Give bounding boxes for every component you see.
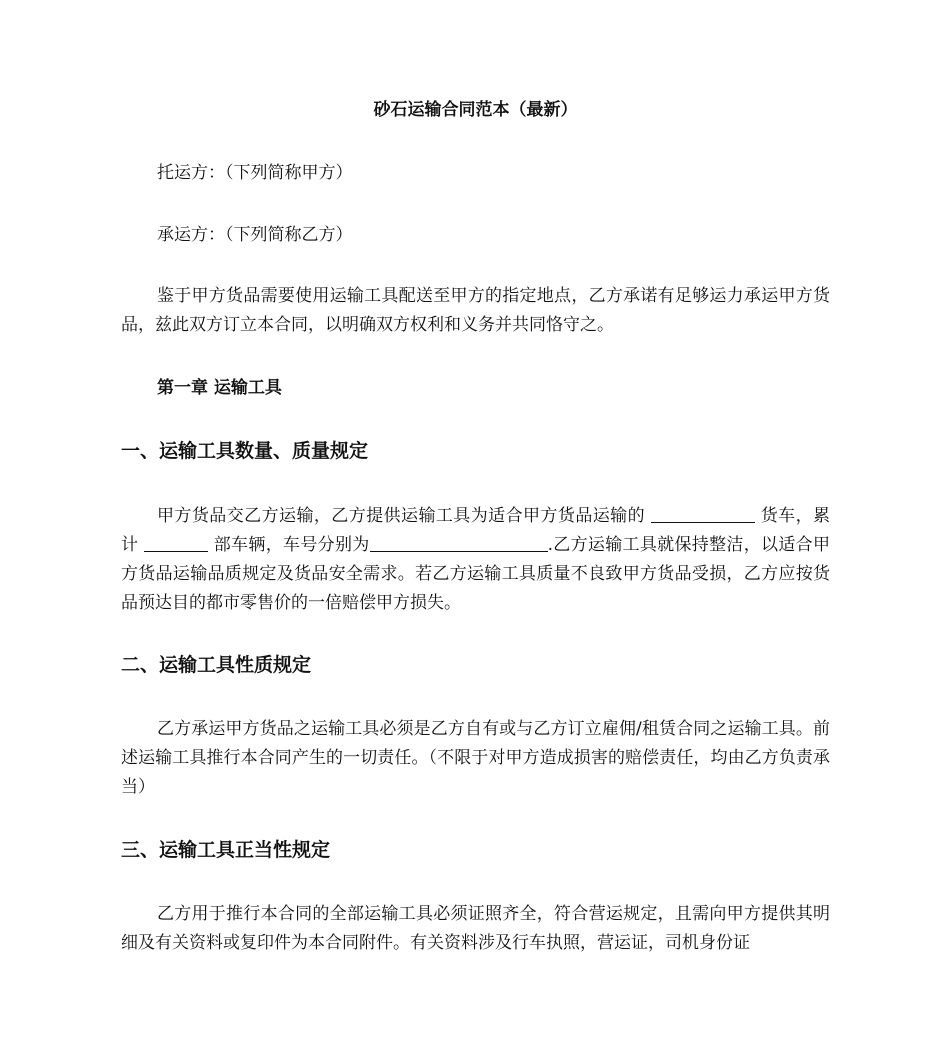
section-1-text-a: 甲方货品交乙方运输，乙方提供运输工具为适合甲方货品运输的 bbox=[157, 506, 651, 526]
section-1-text-d: .乙方运输工具就保持整洁，以适合甲方货品运输品质规定及货品安全需求。若乙方运输工具质量不良致甲方货品受损，乙方应按货品预达目的都市零售价的一倍赔偿甲方损失。 bbox=[121, 535, 830, 613]
section-2-heading: 二、运输工具性质规定 bbox=[121, 654, 312, 676]
intro-paragraph: 鉴于甲方货品需要使用运输工具配送至甲方的指定地点，乙方承诺有足够运力承运甲方货品，兹此双方订立本合同，以明确双方权利和义务并共同恪守之。 bbox=[121, 286, 830, 335]
vehicle-count-blank[interactable] bbox=[144, 533, 208, 552]
section-1-heading: 一、运输工具数量、质量规定 bbox=[121, 440, 369, 462]
document-title: 砂石运输合同范本（最新） bbox=[373, 100, 578, 120]
section-2-body: 乙方承运甲方货品之运输工具必须是乙方自有或与乙方订立雇佣/租赁合同之运输工具。前述运输工具推行本合同产生的一切责任。（不限于对甲方造成损害的赔偿责任，均由乙方负责承当） bbox=[121, 719, 830, 797]
section-1-body bbox=[121, 502, 830, 618]
shipper-line: 托运方：（下列简称甲方） bbox=[157, 163, 353, 183]
section-1-text-b: 货车，累计 bbox=[121, 506, 830, 555]
section-3-heading: 三、运输工具正当性规定 bbox=[121, 839, 331, 861]
chapter-1-title: 第一章 运输工具 bbox=[157, 378, 282, 398]
section-1-text-c: 部车辆，车号分别为 bbox=[208, 535, 370, 555]
section-3-body: 乙方用于推行本合同的全部运输工具必须证照齐全，符合营运规定，且需向甲方提供其明细及有关资料或复印件为本合同附件。有关资料涉及行车执照，营运证，司机身份证 bbox=[121, 904, 830, 953]
plate-number-blank[interactable] bbox=[370, 533, 548, 552]
carrier-line: 承运方：（下列简称乙方） bbox=[157, 225, 353, 245]
vehicle-type-blank[interactable] bbox=[651, 504, 755, 523]
